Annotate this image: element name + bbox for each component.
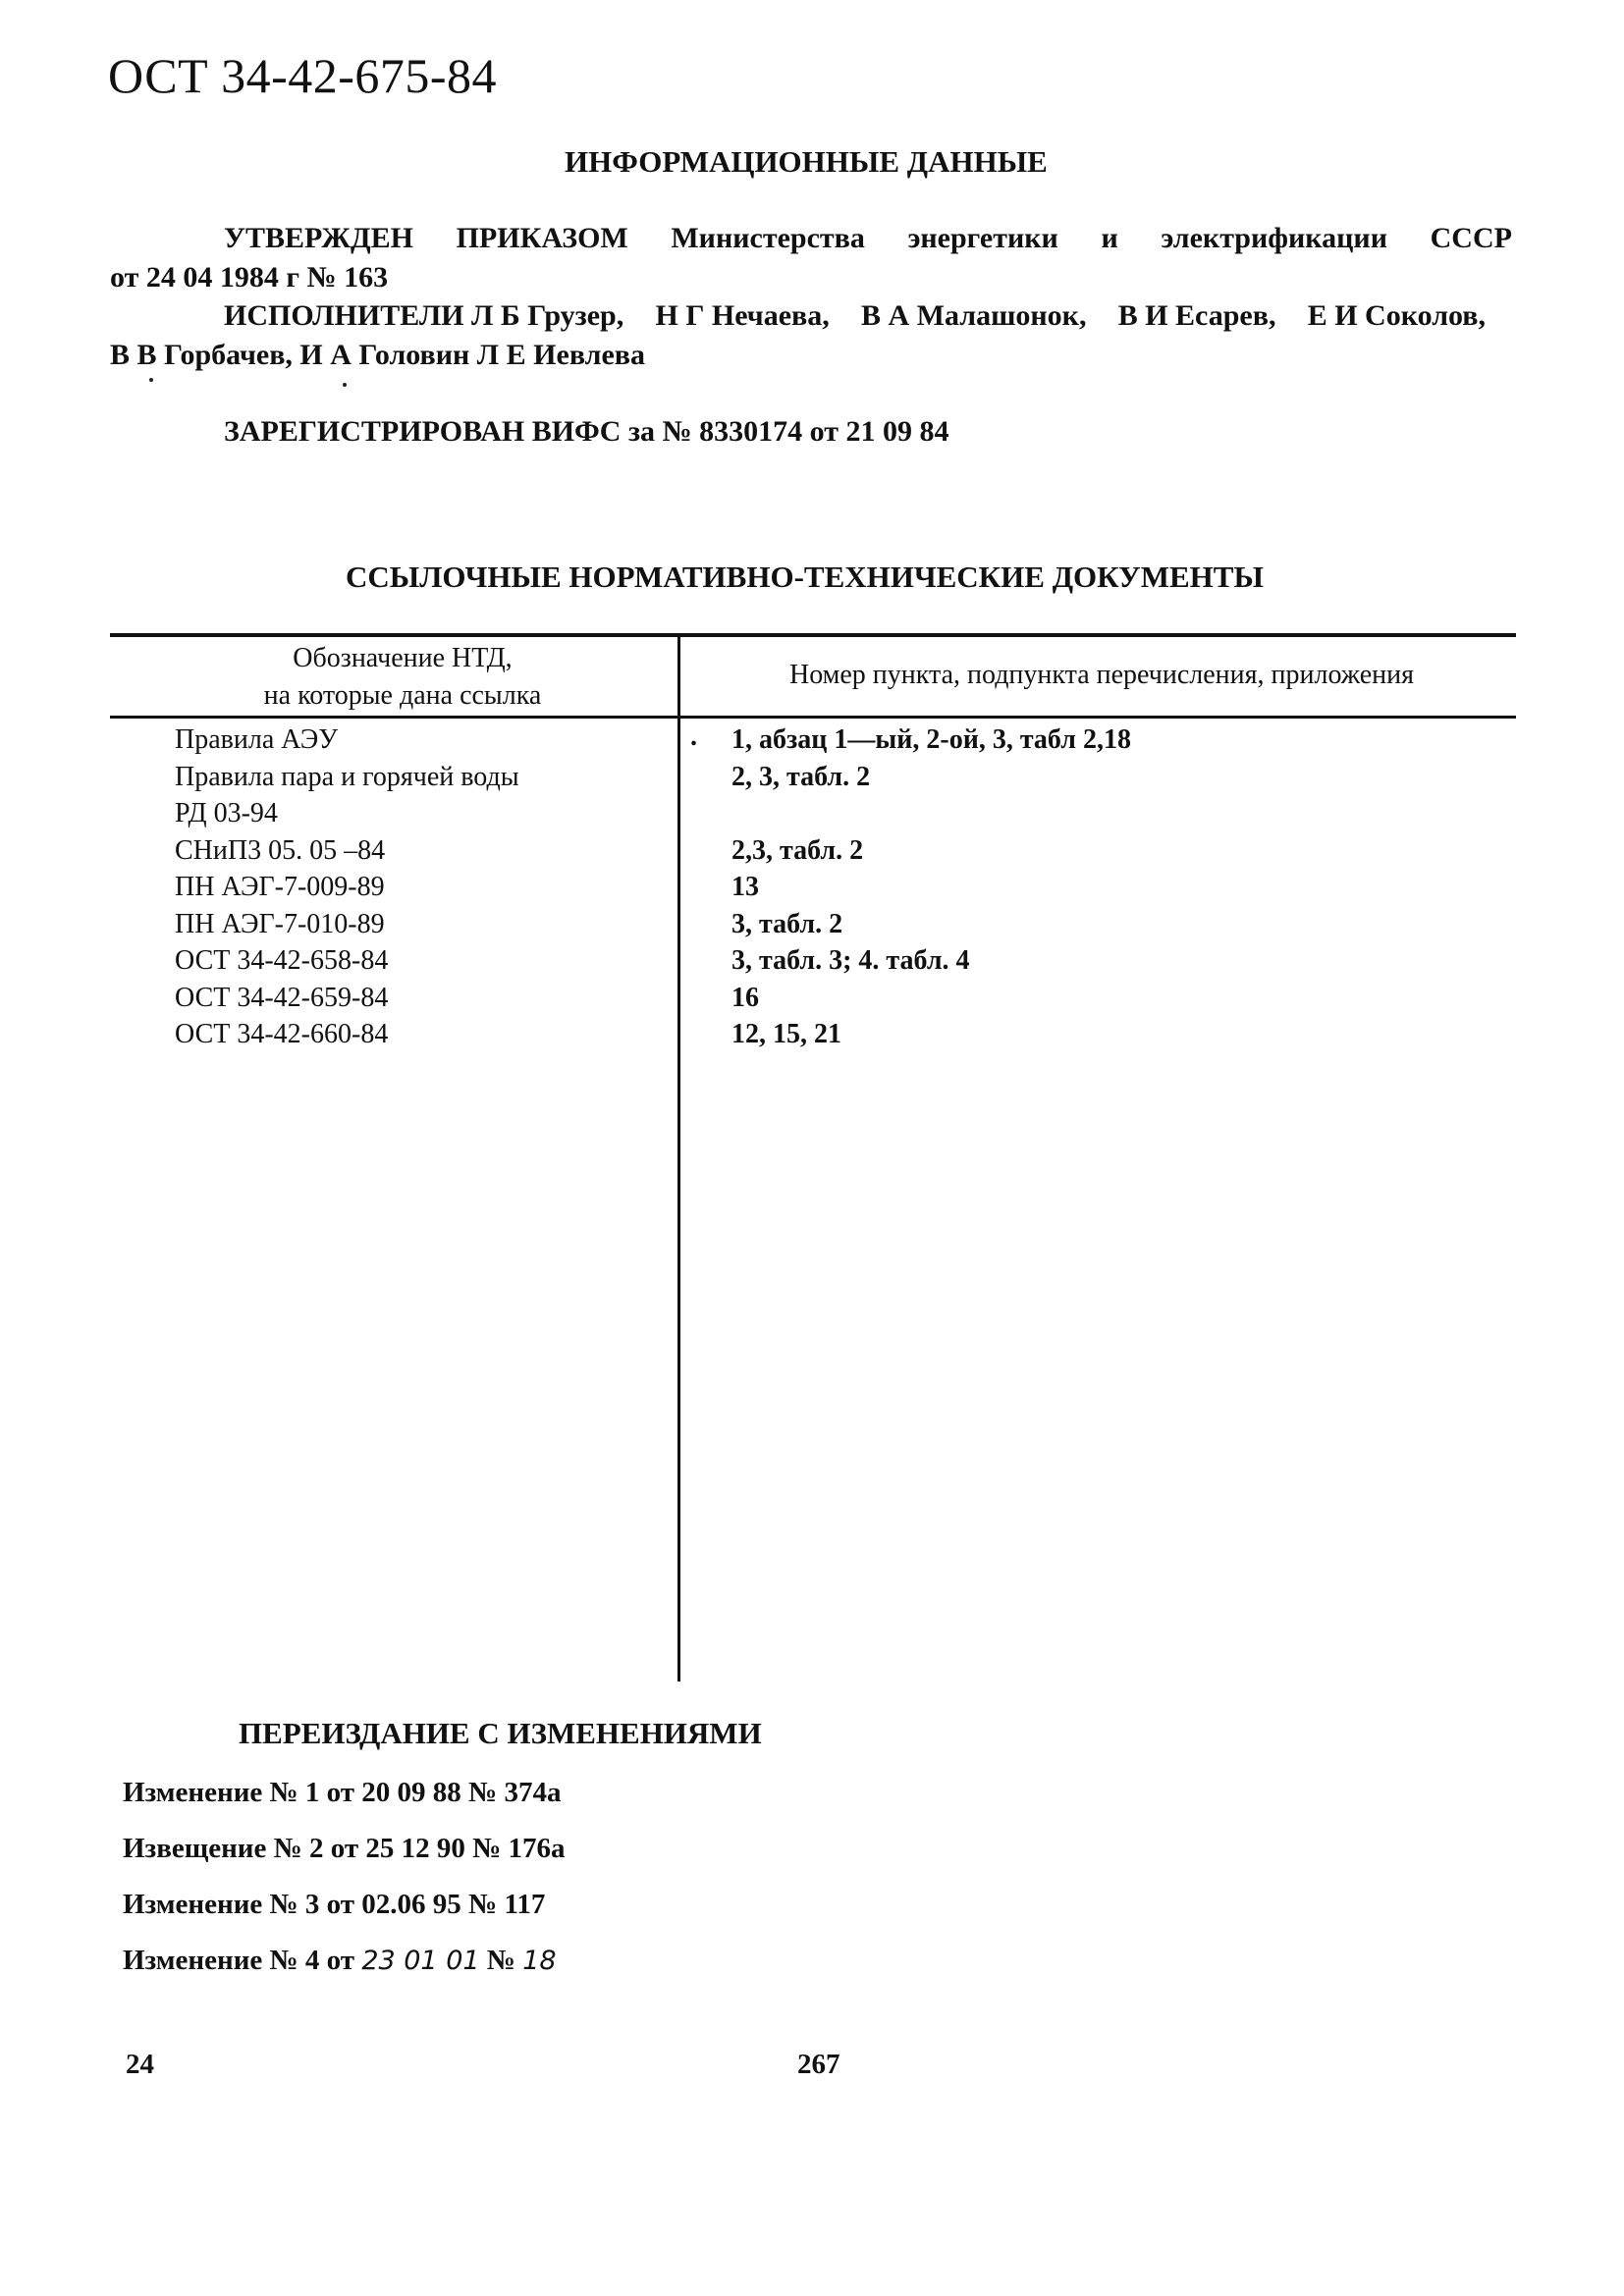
handwritten-date: 23 01 01 (361, 1946, 480, 1976)
scan-speck (149, 378, 153, 382)
executor-name: Н Г Нечаева, (655, 299, 830, 332)
executors-line-continued: В В Горбачев, И А Головин Л Е Иевлева (110, 339, 645, 371)
approved-word: электрификации (1161, 222, 1387, 254)
executor-name: Е И Соколов, (1307, 299, 1486, 332)
table-row-reference: 12, 15, 21 (731, 1019, 841, 1049)
executor-name: В А Малашонок, (860, 299, 1087, 332)
page-number-left: 24 (126, 2049, 154, 2080)
table-dot-mark: . (690, 721, 697, 752)
change-item-4-number-sign: № (486, 1945, 515, 1976)
page-number-center: 267 (797, 2049, 840, 2080)
table-header-clause: Номер пункта, подпункта перечисления, приложения (788, 660, 1415, 690)
document-code: ОСТ 34-42-675-84 (108, 48, 498, 103)
executors-line (224, 299, 1486, 333)
table-row-reference: 13 (731, 872, 759, 902)
change-item: Извещение № 2 от 25 12 90 № 176а (123, 1833, 566, 1864)
table-row-reference: 1, абзац 1—ый, 2-ой, 3, табл 2,18 (731, 724, 1131, 755)
table-header-rule (110, 716, 1516, 719)
table-row-document: ПН АЭГ-7-010-89 (175, 908, 385, 939)
table-row-document: ОСТ 34-42-658-84 (175, 945, 389, 976)
approved-word: энергетики (907, 222, 1058, 254)
table-row-reference: 16 (731, 982, 759, 1013)
executor-name: В И Есарев, (1117, 299, 1276, 332)
approved-word: ПРИКАЗОМ (456, 222, 628, 254)
table-top-rule (110, 633, 1516, 637)
table-header-designation-line1: Обозначение НТД, (293, 643, 513, 673)
table-row-reference: 2, 3, табл. 2 (731, 761, 871, 792)
change-item: Изменение № 3 от 02.06 95 № 117 (123, 1889, 546, 1920)
table-column-documents (175, 721, 519, 1053)
reference-docs-title: ССЫЛОЧНЫЕ НОРМАТИВНО-ТЕХНИЧЕСКИЕ ДОКУМЕНТЫ (346, 560, 1264, 594)
change-item-4 (123, 1945, 566, 2001)
table-row-document: ОСТ 34-42-659-84 (175, 982, 389, 1013)
table-row-reference: 3, табл. 3; 4. табл. 4 (731, 945, 970, 976)
table-row-document: СНиП3 05. 05 –84 (175, 834, 386, 866)
table-row-reference: 3, табл. 2 (731, 908, 843, 939)
approved-line (224, 222, 1512, 255)
change-item: Изменение № 1 от 20 09 88 № 374а (123, 1777, 562, 1808)
approved-word: СССР (1430, 222, 1512, 254)
approved-word: УТВЕРЖДЕН (224, 222, 413, 254)
registration-line: ЗАРЕГИСТРИРОВАН ВИФС за № 8330174 от 21 09 84 (224, 415, 949, 448)
approved-word: и (1101, 222, 1118, 254)
info-section-title: ИНФОРМАЦИОННЫЕ ДАННЫЕ (565, 144, 1048, 179)
approved-word: Министерства (671, 222, 865, 254)
reissue-title: ПЕРЕИЗДАНИЕ С ИЗМЕНЕНИЯМИ (239, 1716, 762, 1750)
table-header-designation (147, 640, 658, 715)
change-item-4-prefix: Изменение № 4 от (123, 1945, 355, 1976)
table-row-document: ПН АЭГ-7-009-89 (175, 872, 385, 902)
table-column-references (731, 721, 1131, 1053)
table-header-designation-line2: на которые дана ссылка (263, 680, 542, 711)
table-row-document: Правила АЭУ (175, 724, 339, 755)
table-row-document: ОСТ 34-42-660-84 (175, 1019, 389, 1049)
handwritten-number: 18 (522, 1946, 557, 1976)
table-row-reference: 2,3, табл. 2 (731, 834, 864, 866)
executor-name: ИСПОЛНИТЕЛИ Л Б Грузер, (224, 299, 624, 332)
scan-speck (343, 383, 347, 387)
table-row-reference (731, 795, 1131, 832)
changes-list (123, 1777, 566, 2001)
table-column-divider (677, 633, 680, 1682)
approved-date-line: от 24 04 1984 г № 163 (110, 261, 389, 294)
table-row-document: РД 03-94 (175, 798, 278, 828)
table-row-document: Правила пара и горячей воды (175, 761, 519, 792)
